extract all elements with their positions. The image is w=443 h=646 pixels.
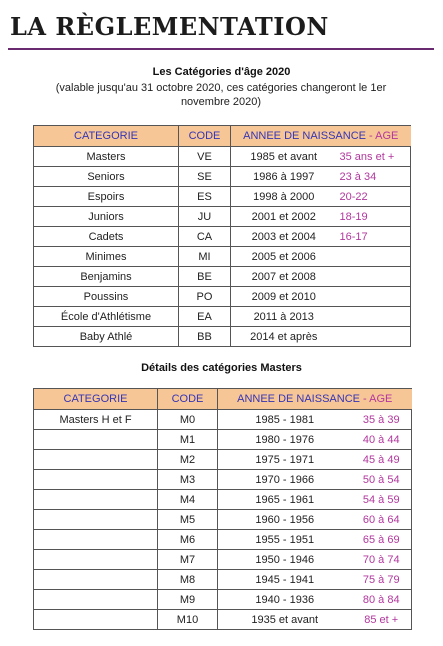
page-title: LA RÈGLEMENTATION [10, 12, 329, 41]
cell-age: 75 à 79 [352, 570, 412, 590]
header-separator: - [365, 130, 376, 142]
cell-birth-year: 1986 à 1997 [231, 167, 337, 187]
cell-birth-year: 1945 - 1941 [218, 570, 352, 590]
header-category: CATEGORIE [34, 389, 158, 410]
cell-birth-year: 1950 - 1946 [218, 550, 352, 570]
header-code: CODE [158, 389, 218, 410]
table-row [34, 590, 412, 610]
cell-code: M7 [158, 550, 218, 570]
cell-age: 23 à 34 [337, 167, 411, 187]
table-row [34, 307, 411, 327]
cell-age: 35 à 39 [352, 410, 412, 430]
table-row [34, 287, 411, 307]
cell-code: SE [179, 167, 231, 187]
cell-category: Masters [34, 147, 179, 167]
age-categories-table [33, 125, 411, 347]
cell-code: M6 [158, 530, 218, 550]
cell-category: Baby Athlé [34, 327, 179, 347]
cell-code: M3 [158, 470, 218, 490]
cell-code: CA [179, 227, 231, 247]
cell-category [34, 610, 158, 630]
cell-code: EA [179, 307, 231, 327]
table-row [34, 247, 411, 267]
cell-age: 50 à 54 [352, 470, 412, 490]
cell-category: Poussins [34, 287, 179, 307]
cell-age: 60 à 64 [352, 510, 412, 530]
header-age: AGE [369, 393, 393, 405]
header-code: CODE [179, 126, 231, 147]
table-row [34, 490, 412, 510]
table-header-row [34, 126, 411, 147]
title-divider [8, 48, 434, 50]
table-row [34, 187, 411, 207]
cell-category: Benjamins [34, 267, 179, 287]
table-row [34, 570, 412, 590]
cell-code: MI [179, 247, 231, 267]
table-row [34, 530, 412, 550]
cell-code: JU [179, 207, 231, 227]
header-birth-year: ANNEE DE NAISSANCE [237, 393, 360, 405]
table-row [34, 410, 412, 430]
section2-title: Détails des catégories Masters [141, 362, 302, 374]
header-birth-year: ANNEE DE NAISSANCE [243, 130, 366, 142]
table-row [34, 510, 412, 530]
cell-category: Espoirs [34, 187, 179, 207]
cell-category [34, 550, 158, 570]
cell-age [337, 287, 411, 307]
table-row [34, 327, 411, 347]
cell-category [34, 430, 158, 450]
cell-category: École d'Athlétisme [34, 307, 179, 327]
cell-birth-year: 2011 à 2013 [231, 307, 337, 327]
cell-category: Minimes [34, 247, 179, 267]
cell-birth-year: 1970 - 1966 [218, 470, 352, 490]
section1-subtitle: (valable jusqu'au 31 octobre 2020, ces catégories changeront le 1er novembre 2020) [55, 82, 387, 108]
header-separator: - [359, 393, 370, 405]
cell-birth-year: 1935 et avant [218, 610, 352, 630]
cell-category [34, 510, 158, 530]
cell-code: M9 [158, 590, 218, 610]
cell-age: 70 à 74 [352, 550, 412, 570]
header-birth-year-age [218, 389, 412, 410]
table-row [34, 227, 411, 247]
table-row [34, 167, 411, 187]
table-header-row [34, 389, 412, 410]
table-row [34, 147, 411, 167]
cell-age: 65 à 69 [352, 530, 412, 550]
cell-age [337, 267, 411, 287]
cell-code: M8 [158, 570, 218, 590]
cell-code: BB [179, 327, 231, 347]
cell-code: PO [179, 287, 231, 307]
cell-category [34, 530, 158, 550]
cell-birth-year: 1955 - 1951 [218, 530, 352, 550]
masters-table [33, 388, 412, 630]
cell-birth-year: 1980 - 1976 [218, 430, 352, 450]
cell-age [337, 247, 411, 267]
cell-birth-year: 2001 et 2002 [231, 207, 337, 227]
cell-age: 16-17 [337, 227, 411, 247]
table-row [34, 550, 412, 570]
cell-category [34, 570, 158, 590]
cell-code: M10 [158, 610, 218, 630]
table-row [34, 267, 411, 287]
cell-birth-year: 1985 - 1981 [218, 410, 352, 430]
section1-title: Les Catégories d'âge 2020 [152, 66, 291, 78]
table-row [34, 470, 412, 490]
cell-category: Seniors [34, 167, 179, 187]
cell-category: Cadets [34, 227, 179, 247]
cell-age: 35 ans et + [337, 147, 411, 167]
cell-age: 18-19 [337, 207, 411, 227]
header-birth-year-age [231, 126, 411, 147]
cell-code: ES [179, 187, 231, 207]
cell-birth-year: 1975 - 1971 [218, 450, 352, 470]
cell-code: M5 [158, 510, 218, 530]
cell-code: M0 [158, 410, 218, 430]
cell-birth-year: 2007 et 2008 [231, 267, 337, 287]
cell-code: M1 [158, 430, 218, 450]
cell-birth-year: 1960 - 1956 [218, 510, 352, 530]
cell-code: M2 [158, 450, 218, 470]
cell-code: BE [179, 267, 231, 287]
cell-age: 85 et + [352, 610, 412, 630]
table-row [34, 207, 411, 227]
cell-birth-year: 1998 à 2000 [231, 187, 337, 207]
cell-category [34, 470, 158, 490]
cell-birth-year: 2009 et 2010 [231, 287, 337, 307]
cell-code: M4 [158, 490, 218, 510]
header-category: CATEGORIE [34, 126, 179, 147]
cell-age [337, 307, 411, 327]
cell-birth-year: 2003 et 2004 [231, 227, 337, 247]
cell-category: Masters H et F [34, 410, 158, 430]
cell-category [34, 590, 158, 610]
table-row [34, 610, 412, 630]
cell-birth-year: 1965 - 1961 [218, 490, 352, 510]
cell-age: 45 à 49 [352, 450, 412, 470]
cell-age: 40 à 44 [352, 430, 412, 450]
cell-age: 80 à 84 [352, 590, 412, 610]
cell-category [34, 490, 158, 510]
cell-age: 20-22 [337, 187, 411, 207]
cell-category: Juniors [34, 207, 179, 227]
table-row [34, 450, 412, 470]
cell-birth-year: 2014 et après [231, 327, 337, 347]
cell-age: 54 à 59 [352, 490, 412, 510]
cell-category [34, 450, 158, 470]
header-age: AGE [375, 130, 399, 142]
cell-birth-year: 1940 - 1936 [218, 590, 352, 610]
table-row [34, 430, 412, 450]
cell-code: VE [179, 147, 231, 167]
cell-birth-year: 2005 et 2006 [231, 247, 337, 267]
cell-age [337, 327, 411, 347]
cell-birth-year: 1985 et avant [231, 147, 337, 167]
